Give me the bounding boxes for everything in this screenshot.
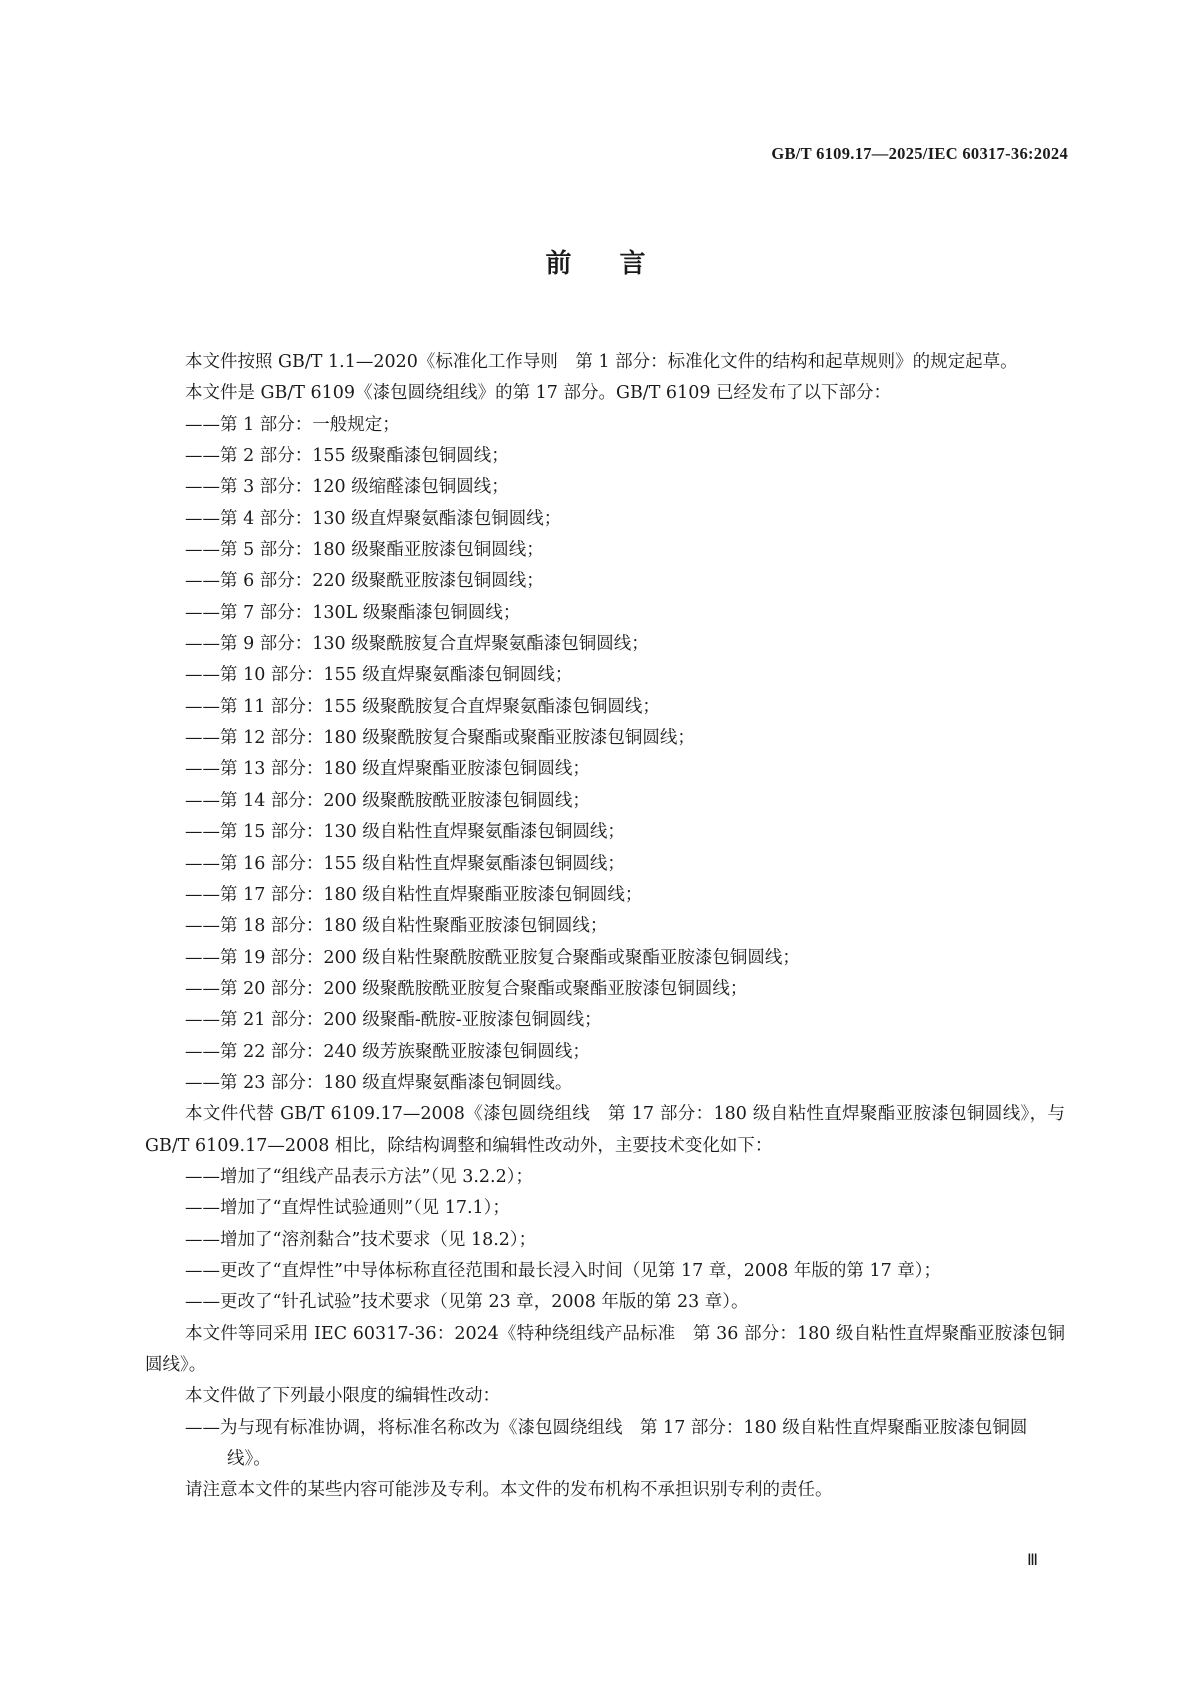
list-item: ——第 6 部分：220 级聚酰亚胺漆包铜圆线； xyxy=(185,571,544,592)
list-item: ——第 15 部分：130 级自粘性直焊聚氨酯漆包铜圆线； xyxy=(185,822,625,843)
page-number: Ⅲ xyxy=(1026,1552,1038,1569)
page-title: 前言 xyxy=(545,249,694,279)
list-item: ——第 11 部分：155 级聚酰胺复合直焊聚氨酯漆包铜圆线； xyxy=(185,696,660,717)
list-item: ——增加了“直焊性试验通则”（见 17.1）； xyxy=(185,1198,510,1219)
list-item: ——第 18 部分：180 级自粘性聚酯亚胺漆包铜圆线； xyxy=(185,916,608,937)
list-item: ——第 20 部分：200 级聚酰胺酰亚胺复合聚酯或聚酯亚胺漆包铜圆线； xyxy=(185,978,748,999)
list-item: ——更改了“针孔试验”技术要求（见第 23 章，2008 年版的第 23 章）。 xyxy=(185,1292,749,1313)
list-item: ——第 3 部分：120 级缩醛漆包铜圆线； xyxy=(185,477,509,498)
patent-paragraph: 请注意本文件的某些内容可能涉及专利。本文件的发布机构不承担识别专利的责任。 xyxy=(185,1480,833,1501)
standard-number: GB/T 6109.17—2025/IEC 60317-36:2024 xyxy=(771,144,1068,163)
parts-list xyxy=(145,410,1065,1100)
list-item: ——第 21 部分：200 级聚酯-酰胺-亚胺漆包铜圆线； xyxy=(185,1010,602,1031)
list-item: ——第 13 部分：180 级直焊聚酯亚胺漆包铜圆线； xyxy=(185,759,590,780)
editorial-intro: 本文件做了下列最小限度的编辑性改动： xyxy=(185,1386,500,1407)
list-item: ——增加了“溶剂黏合”技术要求（见 18.2）； xyxy=(185,1229,537,1250)
list-item: ——第 10 部分：155 级直焊聚氨酯漆包铜圆线； xyxy=(185,665,573,686)
list-item: ——第 23 部分：180 级直焊聚氨酯漆包铜圆线。 xyxy=(185,1072,573,1093)
list-item: ——第 1 部分：一般规定； xyxy=(185,414,400,435)
changes-list xyxy=(145,1162,1065,1319)
foreword-body xyxy=(145,347,1065,1507)
list-item: ——第 4 部分：130 级直焊聚氨酯漆包铜圆线； xyxy=(185,508,562,529)
list-item: ——第 12 部分：180 级聚酰胺复合聚酯或聚酯亚胺漆包铜圆线； xyxy=(185,728,695,749)
list-item: ——第 9 部分：130 级聚酰胺复合直焊聚氨酯漆包铜圆线； xyxy=(185,634,649,655)
list-item: ——第 19 部分：200 级自粘性聚酰胺酰亚胺复合聚酯或聚酯亚胺漆包铜圆线； xyxy=(185,947,800,968)
list-item: ——第 17 部分：180 级自粘性直焊聚酯亚胺漆包铜圆线； xyxy=(185,884,643,905)
replacement-paragraph: 本文件代替 GB/T 6109.17—2008《漆包圆绕组线 第 17 部分：180 级自粘性直焊聚酯亚胺漆包铜圆线》，与 GB/T 6109.17—2008 相比，除结构调整和编辑性改动外，主要技术变化如下： xyxy=(145,1104,1065,1156)
list-item: ——第 22 部分：240 级芳族聚酰亚胺漆包铜圆线； xyxy=(185,1041,590,1062)
list-item: ——第 16 部分：155 级自粘性直焊聚氨酯漆包铜圆线； xyxy=(185,853,625,874)
list-item: ——第 7 部分：130L 级聚酯漆包铜圆线； xyxy=(185,602,521,623)
intro-paragraph-2: 本文件是 GB/T 6109《漆包圆绕组线》的第 17 部分。GB/T 6109 已经发布了以下部分： xyxy=(185,383,892,404)
list-item: ——第 14 部分：200 级聚酰胺酰亚胺漆包铜圆线； xyxy=(185,790,590,811)
list-item: ——增加了“组线产品表示方法”（见 3.2.2）； xyxy=(185,1166,533,1187)
list-item: ——第 5 部分：180 级聚酯亚胺漆包铜圆线； xyxy=(185,540,544,561)
list-item: ——更改了“直焊性”中导体标称直径范围和最长浸入时间（见第 17 章，2008 年版的第 17 章）； xyxy=(185,1260,942,1281)
adoption-paragraph: 本文件等同采用 IEC 60317-36：2024《特种绕组线产品标准 第 36 部分：180 级自粘性直焊聚酯亚胺漆包铜圆线》。 xyxy=(145,1323,1065,1375)
intro-paragraph-1: 本文件按照 GB/T 1.1—2020《标准化工作导则 第 1 部分：标准化文件的结构和起草规则》的规定起草。 xyxy=(185,352,1018,372)
list-item: ——第 2 部分：155 级聚酯漆包铜圆线； xyxy=(185,446,509,467)
list-item: ——为与现有标准协调，将标准名称改为《漆包圆绕组线 第 17 部分：180 级自粘性直焊聚酯亚胺漆包铜圆线》。 xyxy=(185,1417,1028,1470)
